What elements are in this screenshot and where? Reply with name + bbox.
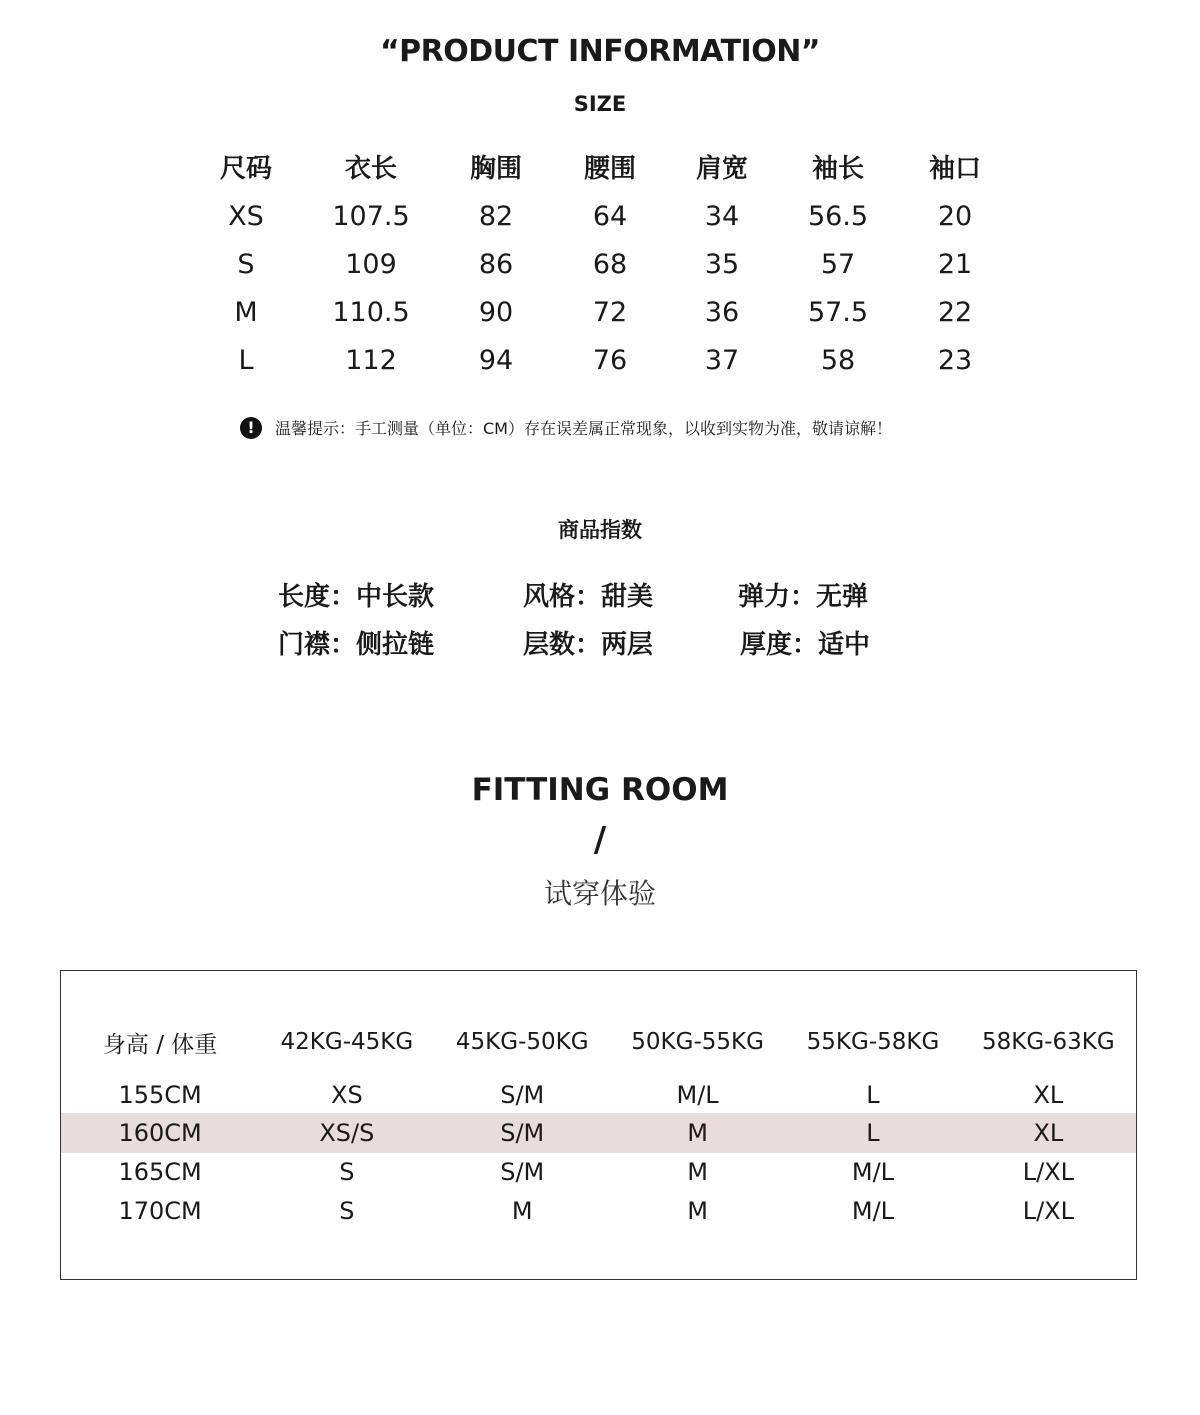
table-cell: M/L [851, 1158, 895, 1186]
table-cell: 57 [820, 248, 856, 280]
table-cell: XS [331, 1081, 363, 1109]
fitting-table [60, 970, 1137, 1280]
table-cell: M/L [676, 1081, 719, 1109]
table-cell: 20 [937, 200, 973, 232]
table-cell: 82 [478, 200, 514, 232]
table-cell: 21 [937, 248, 973, 280]
table-cell: M [511, 1197, 533, 1225]
table-cell: S [339, 1197, 355, 1225]
table-cell: 76 [592, 344, 628, 376]
table-cell: 90 [478, 296, 514, 328]
table-cell: M [687, 1197, 708, 1225]
table-cell: 165CM [118, 1158, 202, 1186]
attribute-elasticity: 弹力：无弹 [738, 582, 869, 612]
size-subtitle: SIZE [573, 92, 627, 116]
table-cell: 34 [704, 200, 740, 232]
table-cell: L [866, 1081, 880, 1109]
fitting-room-title: FITTING ROOM [471, 772, 729, 808]
table-cell: S/M [500, 1158, 545, 1186]
table-cell: 109 [345, 248, 397, 280]
attribute-thickness: 厚度：适中 [740, 630, 871, 660]
column-header: 胸围 [469, 153, 522, 184]
size-table-header [190, 140, 1010, 192]
table-cell: 160CM [118, 1119, 202, 1147]
column-header: 58KG-63KG [982, 1029, 1115, 1055]
table-row [61, 1075, 1136, 1115]
table-cell: XS [228, 200, 264, 232]
attribute-closure: 门襟：侧拉链 [278, 630, 435, 660]
column-header: 衣长 [344, 153, 397, 184]
fitting-room-separator: / [593, 820, 607, 860]
product-index-title: 商品指数 [558, 518, 642, 542]
column-header: 腰围 [583, 153, 636, 184]
table-cell: 35 [704, 248, 740, 280]
table-cell: 57.5 [807, 296, 869, 328]
table-cell: XL [1033, 1119, 1064, 1147]
fitting-table-header [61, 1022, 1136, 1062]
table-cell: M [234, 296, 258, 328]
highlighted-table-row [61, 1113, 1136, 1153]
table-cell: 23 [937, 344, 973, 376]
table-cell: L/XL [1022, 1197, 1074, 1225]
size-table [190, 140, 1010, 384]
attribute-length: 长度：中长款 [278, 582, 435, 612]
notice-text: 温馨提示：手工测量（单位：CM）存在误差属正常现象，以收到实物为准，敬请谅解！ [275, 419, 892, 438]
page-title: “PRODUCT INFORMATION” [379, 34, 821, 69]
fitting-room-subtitle: 试穿体验 [543, 877, 656, 910]
table-cell: 107.5 [332, 200, 410, 232]
table-row [190, 336, 1010, 384]
table-cell: 64 [592, 200, 628, 232]
column-header: 55KG-58KG [806, 1029, 940, 1055]
table-cell: S [237, 248, 255, 280]
attribute-style: 风格：甜美 [523, 582, 654, 612]
column-header: 袖长 [811, 153, 864, 184]
column-header: 42KG-45KG [280, 1029, 414, 1055]
table-cell: 68 [592, 248, 628, 280]
column-header: 尺码 [219, 153, 272, 184]
table-cell: 155CM [118, 1081, 202, 1109]
table-cell: 94 [478, 344, 514, 376]
table-cell: L [866, 1119, 880, 1147]
table-cell: S [339, 1158, 355, 1186]
column-header: 50KG-55KG [631, 1029, 764, 1055]
table-cell: XL [1033, 1081, 1064, 1109]
table-cell: S/M [500, 1081, 545, 1109]
table-row [190, 240, 1010, 288]
table-cell: M [687, 1119, 708, 1147]
table-cell: L/XL [1022, 1158, 1074, 1186]
table-cell: XS/S [319, 1119, 375, 1147]
measurement-notice [240, 416, 892, 439]
exclamation-icon: ! [240, 417, 262, 439]
column-header: 袖口 [928, 153, 981, 184]
table-cell: 86 [478, 248, 514, 280]
table-cell: 56.5 [807, 200, 869, 232]
table-row [190, 288, 1010, 336]
table-cell: 58 [820, 344, 856, 376]
table-cell: 110.5 [332, 296, 410, 328]
table-cell: 72 [592, 296, 628, 328]
table-cell: 170CM [118, 1197, 202, 1225]
table-row [61, 1152, 1136, 1192]
table-cell: S/M [500, 1119, 545, 1147]
table-cell: 22 [937, 296, 973, 328]
column-header: 肩宽 [695, 153, 748, 184]
table-cell: M [687, 1158, 708, 1186]
table-cell: L [238, 344, 254, 376]
column-header: 身高 / 体重 [102, 1031, 218, 1058]
attribute-layers: 层数：两层 [523, 630, 654, 660]
table-cell: 36 [704, 296, 740, 328]
table-cell: 112 [345, 344, 397, 376]
table-row [61, 1191, 1136, 1231]
table-cell: 37 [704, 344, 740, 376]
column-header: 45KG-50KG [455, 1029, 589, 1055]
table-cell: M/L [851, 1197, 895, 1225]
table-row [190, 192, 1010, 240]
